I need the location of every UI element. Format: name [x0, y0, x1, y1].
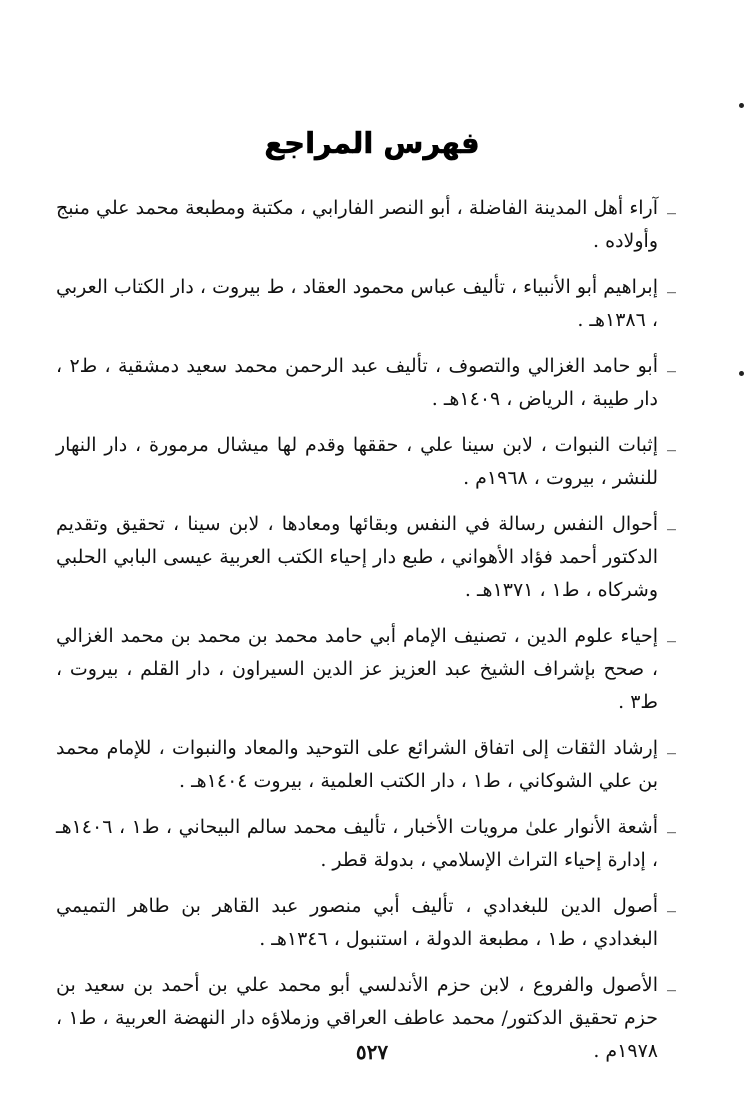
reference-entry: _ أحوال النفس رسالة في النفس وبقائها ومعادها ، لابن سينا ، تحقيق وتقديم الدكتور أحمد فؤاد الأهواني ، طبع دار إحياء الكتب العربية عيسى البابي الحلبي وشركاه ، ط١ ، ١٣٧١هـ .	[56, 508, 674, 607]
reference-entry: _ إحياء علوم الدين ، تصنيف الإمام أبي حامد محمد بن محمد بن محمد الغزالي ، صحح بإشراف الشيخ عبد العزيز عز الدين السيراون ، دار القلم ، بيروت ، ط٣ .	[56, 620, 674, 719]
reference-entry: _ إثبات النبوات ، لابن سينا علي ، حققها وقدم لها ميشال مرمورة ، دار النهار للنشر ، بيروت ، ١٩٦٨م .	[56, 429, 674, 495]
reference-entry: _ أصول الدين للبغدادي ، تأليف أبي منصور عبد القاهر بن طاهر التميمي البغدادي ، ط١ ، مطبعة الدولة ، استنبول ، ١٣٤٦هـ .	[56, 890, 674, 956]
margin-mark	[739, 103, 744, 108]
margin-mark	[739, 371, 744, 376]
page-title: فهرس المراجع	[264, 126, 480, 160]
page-number: ٥٢٧	[355, 1040, 389, 1064]
reference-entry: _ آراء أهل المدينة الفاضلة ، أبو النصر الفارابي ، مكتبة ومطبعة محمد علي منبج وأولاده .	[56, 192, 674, 258]
reference-entry: _ إرشاد الثقات إلى اتفاق الشرائع على التوحيد والمعاد والنبوات ، للإمام محمد بن علي الشوكاني ، ط١ ، دار الكتب العلمية ، بيروت ١٤٠٤هـ .	[56, 732, 674, 798]
reference-entry: _ أشعة الأنوار علىٰ مرويات الأخبار ، تأليف محمد سالم البيحاني ، ط١ ، ١٤٠٦هـ ، إدارة إحياء التراث الإسلامي ، بدولة قطر .	[56, 811, 674, 877]
title-block	[0, 126, 744, 160]
references-list	[56, 192, 674, 1081]
reference-entry: _ الأصول والفروع ، لابن حزم الأندلسي أبو محمد علي بن أحمد بن سعيد بن حزم تحقيق الدكتور/ محمد عاطف العراقي وزملاؤه دار النهضة العربية ، ط١ ، ١٩٧٨م .	[56, 969, 674, 1068]
reference-entry: _ إبراهيم أبو الأنبياء ، تأليف عباس محمود العقاد ، ط بيروت ، دار الكتاب العربي ، ١٣٨٦هـ .	[56, 271, 674, 337]
reference-entry: _ أبو حامد الغزالي والتصوف ، تأليف عبد الرحمن محمد سعيد دمشقية ، ط٢ ، دار طيبة ، الرياض ، ١٤٠٩هـ .	[56, 350, 674, 416]
